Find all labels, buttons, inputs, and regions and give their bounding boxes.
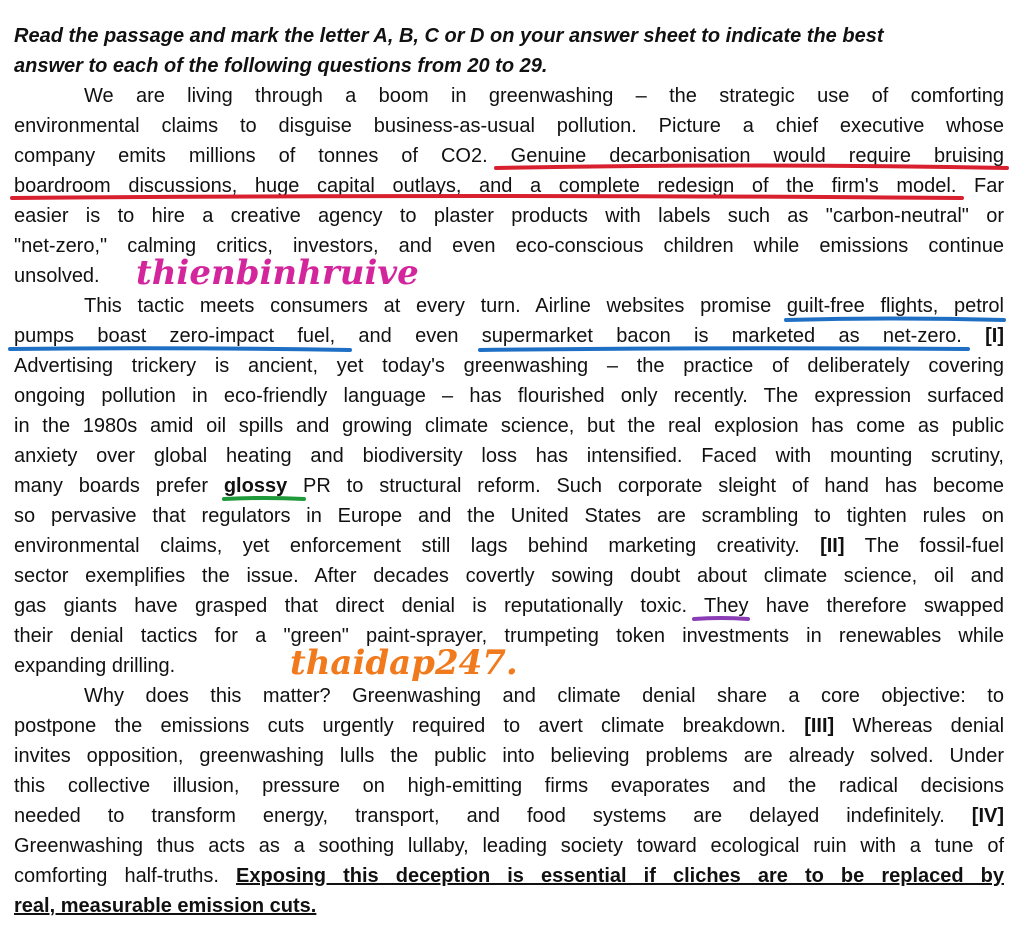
gap-marker-ii: [II] — [820, 535, 845, 557]
passage-line — [14, 801, 1004, 831]
passage-text: Whereas denial — [852, 715, 1005, 737]
instructions-line-1: Read the passage and mark the letter A, B, C or D on your answer sheet to indicate the best — [14, 25, 884, 47]
passage-line: sector exemplifies the issue. After decades covertly sowing doubt about climate science, oil and — [14, 565, 1004, 587]
passage-line: easier is to hire a creative agency to plaster products with labels such as "carbon-neutral" or — [14, 205, 1004, 227]
passage-line: We are living through a boom in greenwashing – the strategic use of comforting — [84, 85, 1004, 107]
passage-text: environmental claims, yet enforcement still lags behind marketing creativity. — [14, 535, 800, 557]
concluding-sentence: Exposing this deception is essential if cliches are to be replaced by — [236, 865, 1004, 887]
passage-line: Why does this matter? Greenwashing and climate denial share a core objective: to — [84, 685, 1004, 707]
concluding-sentence: real, measurable emission cuts. — [14, 895, 317, 917]
passage-line — [14, 891, 1004, 921]
passage-line: Greenwashing thus acts as a soothing lullaby, leading society toward ecological ruin with a tune of — [14, 835, 1004, 857]
handwritten-note-pink: thienbinhruive — [136, 253, 419, 293]
passage-line: boardroom discussions, huge capital outlays, and a complete redesign of the firm's model. Far — [14, 175, 1004, 197]
passage-line — [14, 861, 1004, 891]
passage-line: "net-zero," calming critics, investors, and even eco-conscious children while emissions continue — [14, 235, 1004, 257]
passage-line: environmental claims to disguise business-as-usual pollution. Picture a chief executive whose — [14, 115, 1004, 137]
passage-text: many boards prefer — [14, 475, 208, 497]
passage-line: gas giants have grasped that direct denial is reputationally toxic. They have therefore swapped — [14, 595, 1004, 617]
passage-line: Advertising trickery is ancient, yet today's greenwashing – the practice of deliberately covering — [14, 355, 1004, 377]
passage-line: invites opposition, greenwashing lulls the public into believing problems are already solved. Under — [14, 745, 1004, 767]
passage-line — [14, 531, 1004, 561]
passage-line — [14, 471, 1004, 501]
passage-text: needed to transform energy, transport, and food systems are delayed indefinitely. — [14, 805, 945, 827]
passage-line: expanding drilling. — [14, 655, 176, 677]
passage-text: postpone the emissions cuts urgently required to avert climate breakdown. — [14, 715, 786, 737]
passage-line: company emits millions of tonnes of CO2. Genuine decarbonisation would require bruising — [14, 145, 1004, 167]
passage-text: PR to structural reform. Such corporate sleight of hand has become — [303, 475, 1004, 497]
gap-marker-iii: [III] — [804, 715, 835, 737]
passage-text: pumps boast zero-impact fuel, and even supermarket bacon is marketed as net-zero. — [14, 325, 962, 347]
gap-marker-i: [I] — [985, 325, 1004, 347]
passage-line: so pervasive that regulators in Europe and the United States are scrambling to tighten rules on — [14, 505, 1004, 527]
handwritten-note-orange: thaidap247. — [290, 643, 518, 683]
passage-line — [14, 321, 1004, 351]
passage-line: this collective illusion, pressure on high-emitting firms evaporates and the radical decisions — [14, 775, 1004, 797]
passage-line: unsolved. — [14, 265, 100, 287]
gap-marker-iv: [IV] — [971, 805, 1005, 827]
instructions-line-2: answer to each of the following questions from 20 to 29. — [14, 55, 548, 77]
passage-text: The fossil-fuel — [864, 535, 1004, 557]
passage-line: in the 1980s amid oil spills and growing climate science, but the real explosion has come as public — [14, 415, 1004, 437]
passage-text: comforting half-truths. — [14, 865, 219, 887]
highlighted-word-glossy: glossy — [223, 475, 288, 497]
passage-line — [14, 711, 1004, 741]
passage-line: their denial tactics for a "green" paint-sprayer, trumpeting token investments in renewables while — [14, 625, 1004, 647]
passage-line: ongoing pollution in eco-friendly language – has flourished only recently. The expression surfaced — [14, 385, 1004, 407]
passage-line: This tactic meets consumers at every turn. Airline websites promise guilt-free flights, petrol — [84, 295, 1004, 317]
passage-line: anxiety over global heating and biodiversity loss has intensified. Faced with mounting scrutiny, — [14, 445, 1004, 467]
